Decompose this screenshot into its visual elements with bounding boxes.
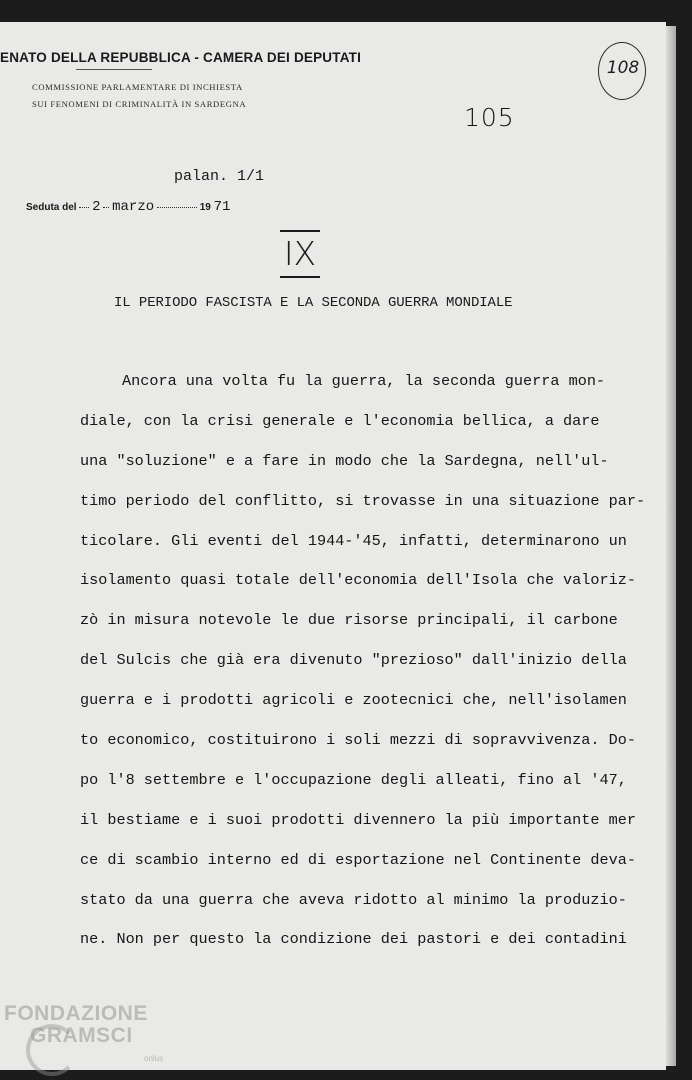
chapter-numeral: IX: [283, 234, 317, 273]
letterhead-title: ENATO DELLA REPUBBLICA - CAMERA DEI DEPUTATI: [0, 50, 362, 65]
body-line: diale, con la crisi generale e l'economia bellica, a dare: [80, 411, 600, 430]
body-line: una "soluzione" e a fare in modo che la Sardegna, nell'ul-: [80, 451, 609, 470]
dotted-fill: [79, 206, 89, 208]
session-month: marzo: [112, 199, 155, 215]
session-year-prefix: 19: [199, 202, 211, 213]
body-line: po l'8 settembre e l'occupazione degli alleati, fino al '47,: [80, 770, 627, 789]
session-year-suffix: 71: [213, 199, 231, 215]
body-line: ce di scambio interno ed di esportazione nel Continente deva-: [80, 850, 636, 869]
page-edge: [666, 26, 676, 1066]
dotted-fill: [157, 206, 197, 208]
chapter-number: [280, 230, 320, 278]
session-date: [26, 199, 230, 215]
letterhead-subject: SUI FENOMENI DI CRIMINALITÀ IN SARDEGNA: [32, 99, 247, 109]
letterhead-commission: COMMISSIONE PARLAMENTARE DI INCHIESTA: [32, 82, 243, 92]
body-line: il bestiame e i suoi prodotti divennero la più importante mer: [80, 810, 636, 829]
letterhead-rule: [76, 69, 152, 70]
body-line: zò in misura notevole le due risorse principali, il carbone: [80, 611, 618, 630]
watermark-line1: FONDAZIONE: [4, 1002, 148, 1025]
body-line: stato da una guerra che aveva ridotto al minimo la produzio-: [80, 890, 627, 909]
watermark-line2: GRAMSCI: [30, 1024, 133, 1047]
body-line: Ancora una volta fu la guerra, la seconda guerra mon-: [122, 372, 606, 390]
body-text: [80, 368, 646, 966]
body-line: isolamento quasi totale dell'economia dell'Isola che valoriz-: [80, 571, 636, 590]
session-day: 2: [92, 199, 101, 215]
document-reference: palan. 1/1: [174, 168, 265, 185]
body-line: del Sulcis che già era divenuto "prezioso" dall'inizio della: [80, 651, 627, 670]
session-date-label: Seduta del: [26, 202, 77, 213]
body-line: timo periodo del conflitto, si trovasse in una situazione par-: [80, 491, 646, 510]
dotted-fill: [103, 206, 109, 208]
body-line: guerra e i prodotti agricoli e zootecnici che, nell'isolamen: [80, 691, 627, 710]
stamp-number: 108: [606, 58, 640, 78]
watermark-suffix: onlus: [144, 1054, 164, 1063]
body-line: ne. Non per questo la condizione dei pastori e dei contadini: [80, 930, 627, 949]
body-line: to economico, costituirono i soli mezzi di sopravvivenza. Do-: [80, 731, 636, 750]
fondazione-gramsci-watermark: [4, 1000, 184, 1080]
chapter-title: IL PERIODO FASCISTA E LA SECONDA GUERRA MONDIALE: [114, 295, 513, 311]
body-line: ticolare. Gli eventi del 1944-'45, infatti, determinarono un: [80, 531, 627, 550]
handwritten-page-number: 105: [464, 103, 515, 132]
